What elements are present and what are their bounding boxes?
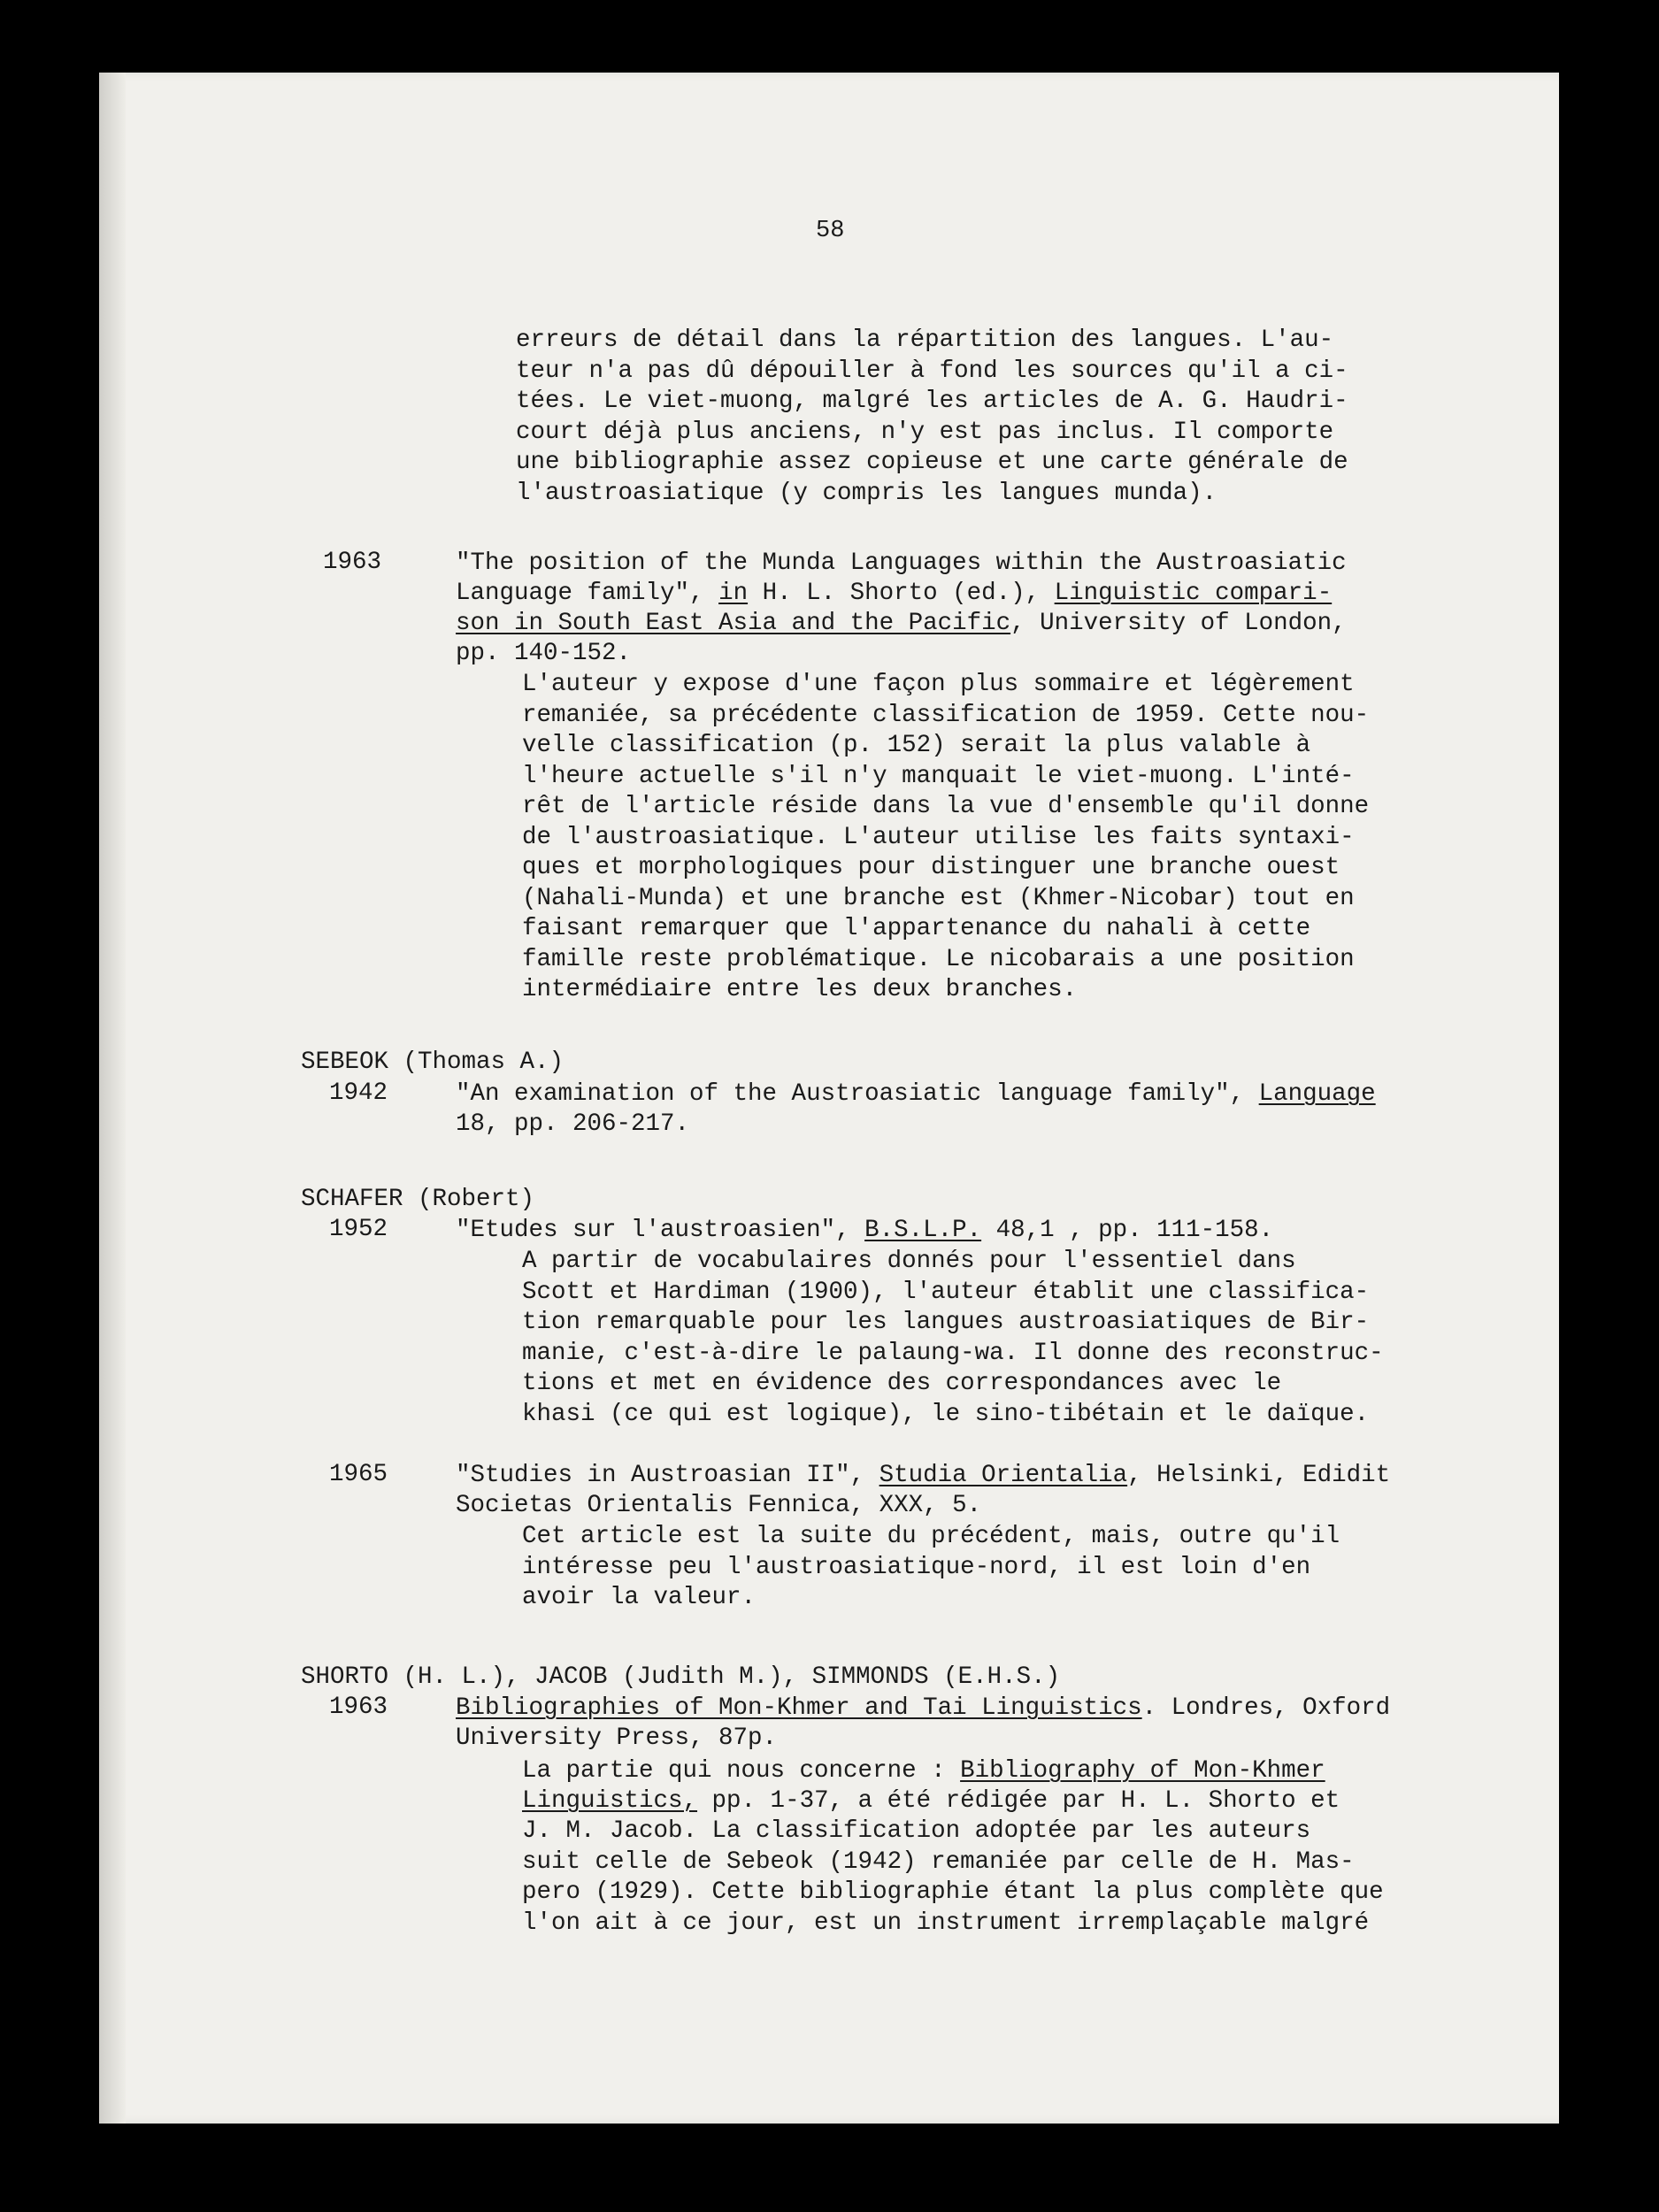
text-line: L'auteur y expose d'une façon plus sommaire et légèrement <box>522 671 1355 698</box>
text-line: court déjà plus anciens, n'y est pas inclus. Il comporte <box>516 418 1334 446</box>
entry-publisher: University Press, 87p. <box>456 1724 778 1752</box>
page-number: 58 <box>816 218 845 244</box>
text-line: famille reste problématique. Le nicobarais a une position <box>522 945 1355 973</box>
text-line: remaniée, sa précédente classification de 1959. Cette nou- <box>522 701 1370 729</box>
entry-title-line: "The position of the Munda Languages within the Austroasiatic <box>456 549 1347 577</box>
text-line: teur n'a pas dû dépouiller à fond les sources qu'il a ci- <box>516 357 1348 385</box>
entry-title-line: "Studies in Austroasian II", Studia Orientalia, Helsinki, Edidit <box>456 1462 1391 1489</box>
text-line: Cet article est la suite du précédent, mais, outre qu'il <box>522 1523 1340 1550</box>
entry-annotation-line: Linguistics, pp. 1-37, a été rédigée par H. L. Shorto et <box>522 1787 1340 1815</box>
author-heading: SEBEOK (Thomas A.) <box>301 1048 565 1076</box>
text-line: intéresse peu l'austroasiatique-nord, il est loin d'en <box>522 1553 1311 1581</box>
text-line: rêt de l'article réside dans la vue d'ensemble qu'il donne <box>522 793 1370 820</box>
text-line: khasi (ce qui est logique), le sino-tibétain et le daïque. <box>522 1400 1370 1428</box>
entry-title-line: "Etudes sur l'austroasien", B.S.L.P. 48,1 , pp. 111-158. <box>456 1217 1274 1244</box>
author-heading: SHORTO (H. L.), JACOB (Judith M.), SIMMONDS (E.H.S.) <box>301 1663 1061 1691</box>
text-line: faisant remarquer que l'appartenance du nahali à cette <box>522 915 1311 942</box>
text-line: l'austroasiatique (y compris les langues munda). <box>516 479 1217 507</box>
text-line: une bibliographie assez copieuse et une carte générale de <box>516 449 1348 476</box>
entry-year: 1963 <box>329 1694 388 1721</box>
entry-year: 1965 <box>329 1461 388 1488</box>
text-line: avoir la valeur. <box>522 1584 757 1611</box>
text-line: l'heure actuelle s'il n'y manquait le viet-muong. L'inté- <box>522 762 1355 790</box>
entry-title-line: Language family", in H. L. Shorto (ed.), Linguistic compari- <box>456 580 1333 607</box>
text-line: erreurs de détail dans la répartition des langues. L'au- <box>516 326 1334 354</box>
text-line: suit celle de Sebeok (1942) remaniée par celle de H. Mas- <box>522 1847 1355 1876</box>
text-line: intermédiaire entre les deux branches. <box>522 976 1078 1003</box>
entry-title-line: "An examination of the Austroasiatic language family", Language <box>456 1080 1376 1108</box>
entry-title-line: Societas Orientalis Fennica, XXX, 5. <box>456 1492 982 1519</box>
text-line: tées. Le viet-muong, malgré les articles de A. G. Haudri- <box>516 388 1348 415</box>
entry-annotation-line: La partie qui nous concerne : Bibliography of Mon-Khmer <box>522 1757 1325 1785</box>
entry-year: 1952 <box>329 1216 388 1243</box>
entry-title-line: son in South East Asia and the Pacific, University of London, <box>456 610 1347 637</box>
text-line: manie, c'est-à-dire le palaung-wa. Il donne des reconstruc- <box>522 1339 1384 1367</box>
text-line: pero (1929). Cette bibliographie étant la plus complète que <box>522 1878 1384 1906</box>
entry-year: 1963 <box>323 549 382 576</box>
page-binding-shadow <box>99 73 126 2124</box>
entry-year: 1942 <box>329 1079 388 1107</box>
text-line: de l'austroasiatique. L'auteur utilise les faits syntaxi- <box>522 823 1355 851</box>
author-heading: SCHAFER (Robert) <box>301 1186 535 1213</box>
text-line: l'on ait à ce jour, est un instrument irremplaçable malgré <box>522 1909 1370 1937</box>
text-line: J. M. Jacob. La classification adoptée par les auteurs <box>522 1817 1311 1845</box>
entry-title-line: Bibliographies of Mon-Khmer and Tai Linguistics. Londres, Oxford <box>456 1694 1391 1722</box>
text-line: tions et met en évidence des correspondances avec le <box>522 1370 1282 1397</box>
entry-pages: 18, pp. 206-217. <box>456 1110 690 1138</box>
text-line: velle classification (p. 152) serait la plus valable à <box>522 732 1311 759</box>
text-line: ques et morphologiques pour distinguer une branche ouest <box>522 854 1340 881</box>
text-line: Scott et Hardiman (1900), l'auteur établit une classifica- <box>522 1278 1370 1306</box>
text-line: tion remarquable pour les langues austroasiatiques de Bir- <box>522 1309 1370 1336</box>
text-line: (Nahali-Munda) et une branche est (Khmer-Nicobar) tout en <box>522 884 1355 912</box>
text-line: A partir de vocabulaires donnés pour l'essentiel dans <box>522 1248 1296 1275</box>
entry-pages: pp. 140-152. <box>456 640 632 667</box>
